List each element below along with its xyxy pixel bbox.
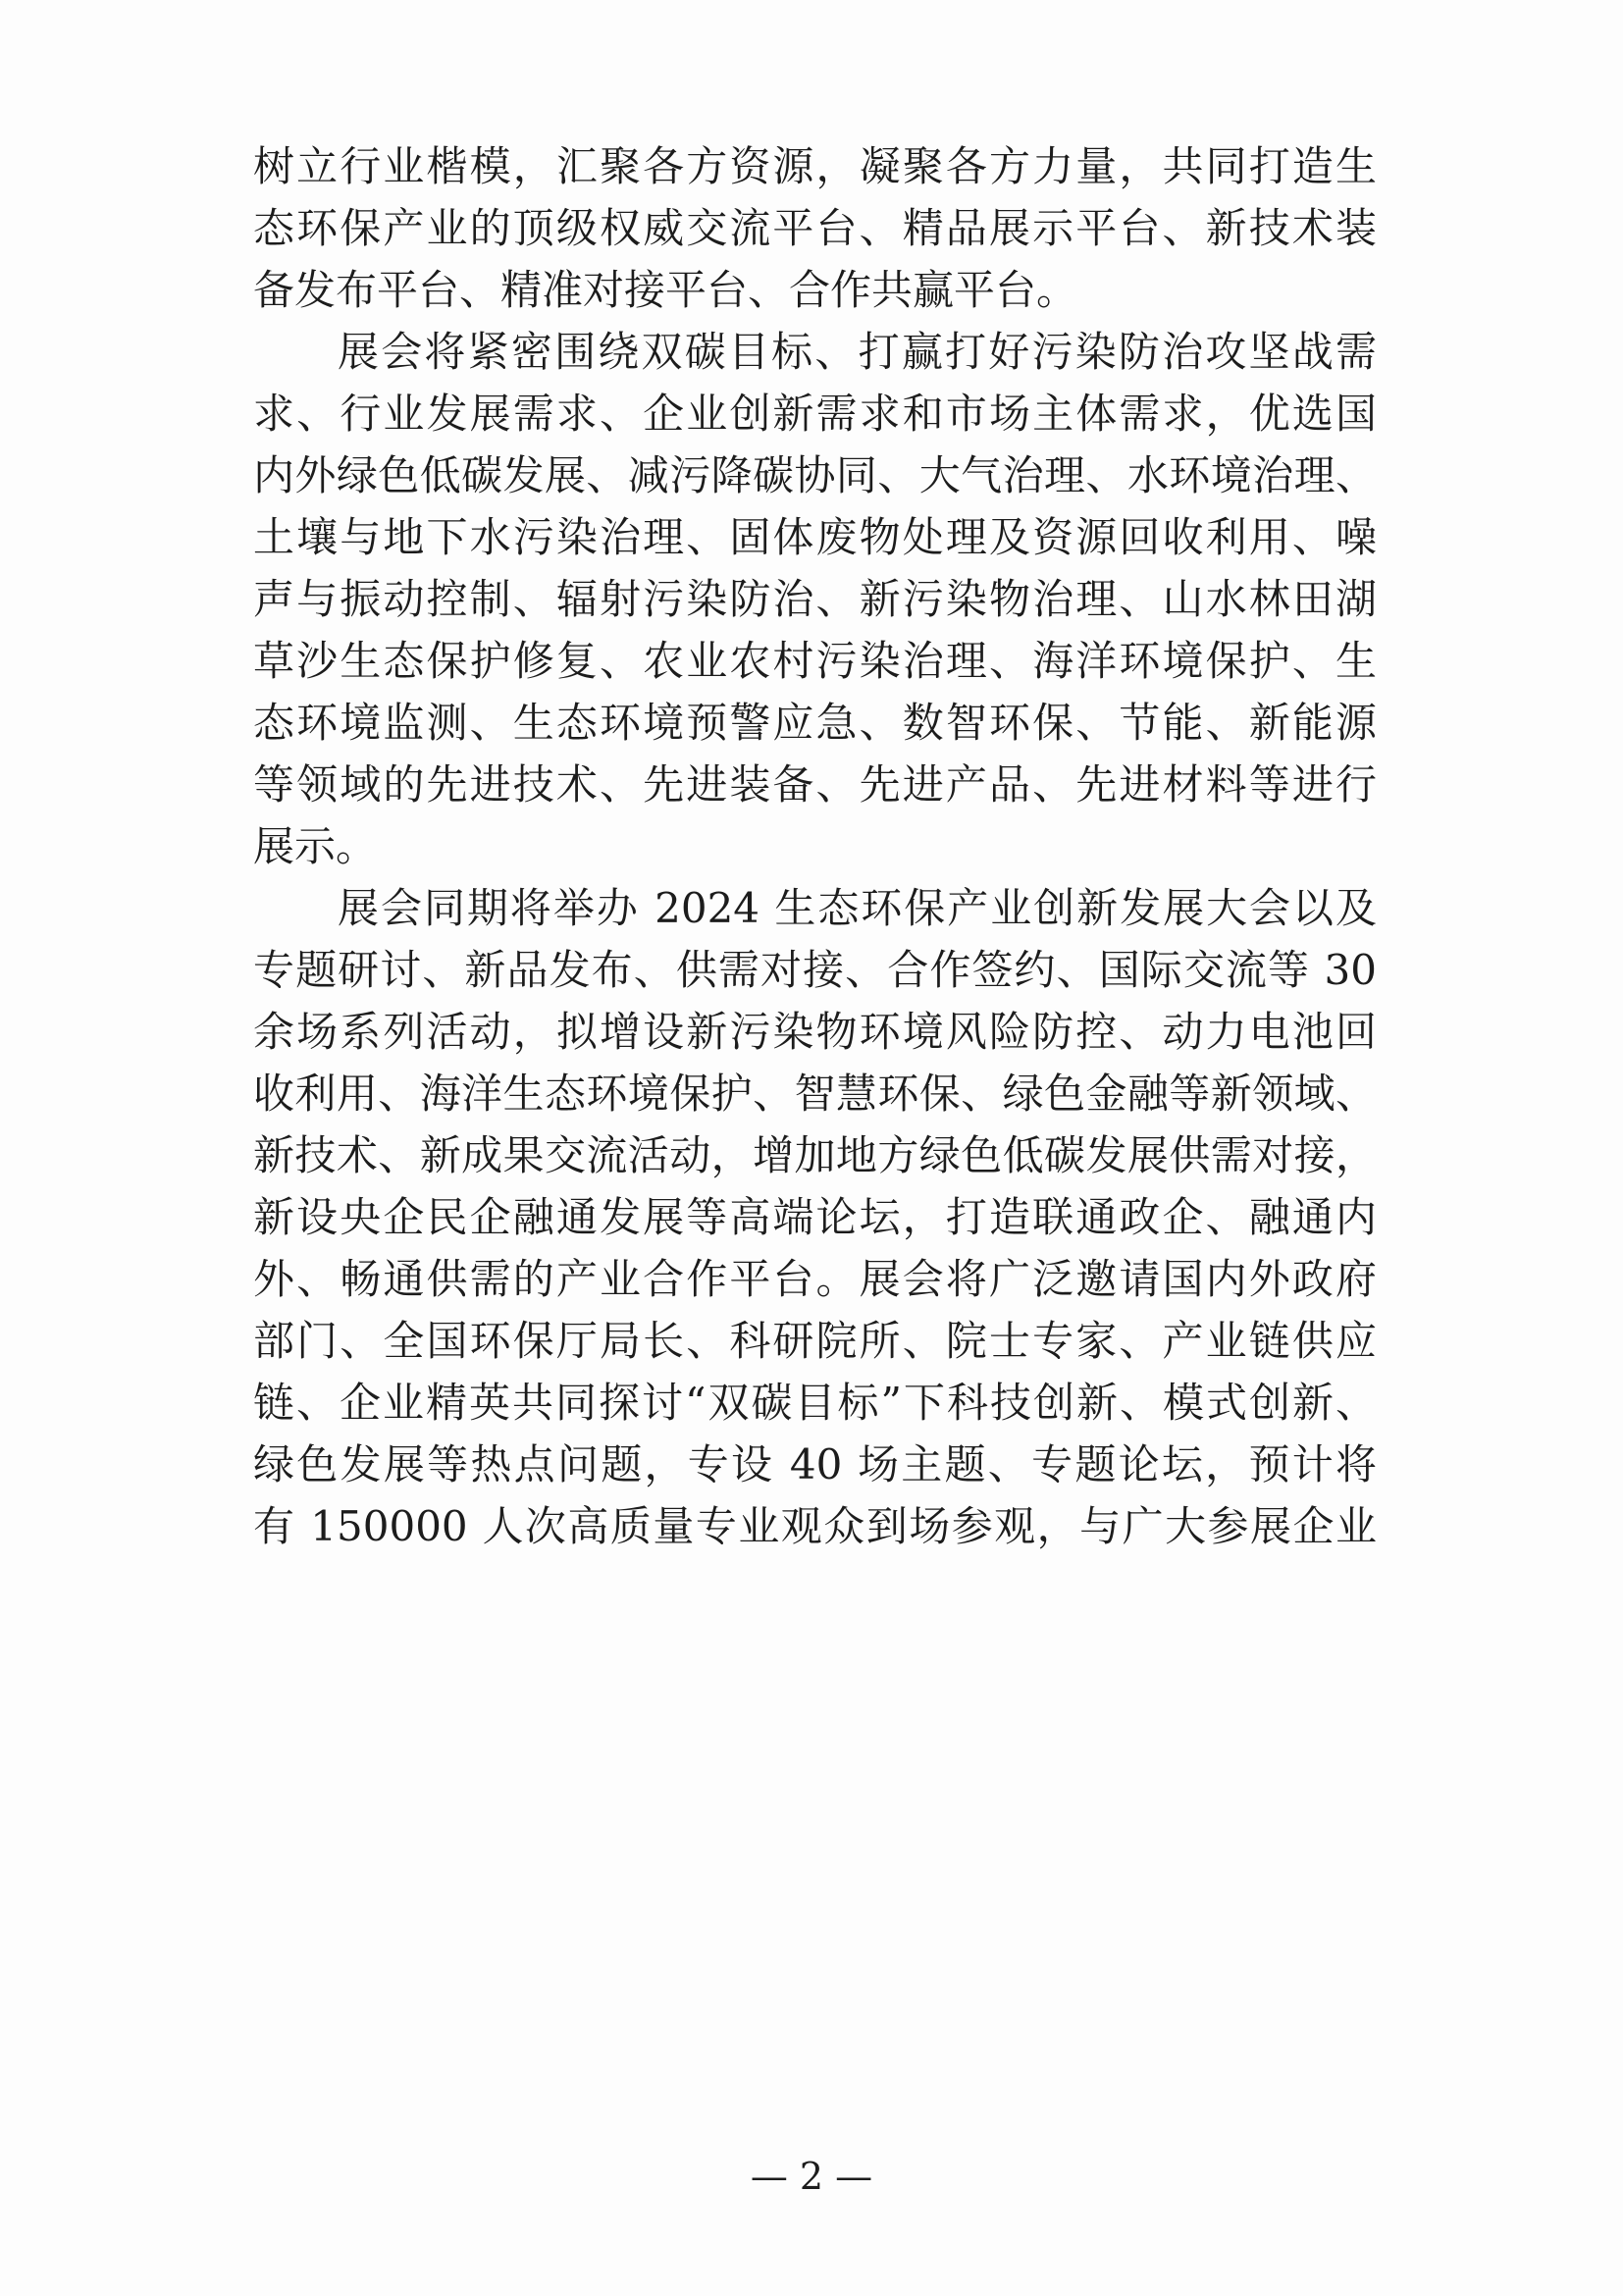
body-text-line: 草沙生态保护修复、农业农村污染治理、海洋环境保护、生 — [253, 637, 1377, 685]
body-text-line: 内外绿色低碳发展、减污降碳协同、大气治理、水环境治理、 — [253, 451, 1377, 499]
body-text-line: 新技术、新成果交流活动，增加地方绿色低碳发展供需对接， — [253, 1131, 1377, 1179]
body-text-line: 专题研讨、新品发布、供需对接、合作签约、国际交流等 30 — [253, 946, 1377, 994]
body-text-line: 部门、全国环保厅局长、科研院所、院士专家、产业链供应 — [253, 1317, 1377, 1365]
body-text-line: 求、行业发展需求、企业创新需求和市场主体需求，优选国 — [253, 390, 1377, 438]
body-text-line: 展示。 — [253, 822, 378, 870]
body-text-line: 绿色发展等热点问题，专设 40 场主题、专题论坛，预计将 — [253, 1440, 1377, 1488]
page-number: — 2 — — [750, 2155, 873, 2198]
body-text-line: 新设央企民企融通发展等高端论坛，打造联通政企、融通内 — [253, 1193, 1377, 1241]
body-text-line: 声与振动控制、辐射污染防治、新污染物治理、山水林田湖 — [253, 575, 1377, 623]
body-text-line: 收利用、海洋生态环境保护、智慧环保、绿色金融等新领域、 — [253, 1070, 1377, 1118]
body-text-line: 外、畅通供需的产业合作平台。展会将广泛邀请国内外政府 — [253, 1255, 1377, 1303]
body-text-line: 土壤与地下水污染治理、固体废物处理及资源回收利用、噪 — [253, 513, 1377, 561]
body-text-line: 展会同期将举办 2024 生态环保产业创新发展大会以及 — [338, 884, 1377, 932]
body-text-line: 态环境监测、生态环境预警应急、数智环保、节能、新能源 — [253, 699, 1377, 747]
body-text-line: 等领域的先进技术、先进装备、先进产品、先进材料等进行 — [253, 760, 1377, 809]
body-text-line: 有 150000 人次高质量专业观众到场参观，与广大参展企业 — [253, 1502, 1377, 1550]
body-text-line: 链、企业精英共同探讨“双碳目标”下科技创新、模式创新、 — [253, 1379, 1377, 1427]
body-text-line: 展会将紧密围绕双碳目标、打赢打好污染防治攻坚战需 — [338, 328, 1377, 376]
body-text-line: 态环保产业的顶级权威交流平台、精品展示平台、新技术装 — [253, 204, 1377, 252]
body-text-line: 余场系列活动，拟增设新污染物环境风险防控、动力电池回 — [253, 1008, 1377, 1056]
body-text-line: 树立行业楷模，汇聚各方资源，凝聚各方力量，共同打造生 — [253, 142, 1377, 190]
body-text-line: 备发布平台、精准对接平台、合作共赢平台。 — [253, 266, 1078, 314]
